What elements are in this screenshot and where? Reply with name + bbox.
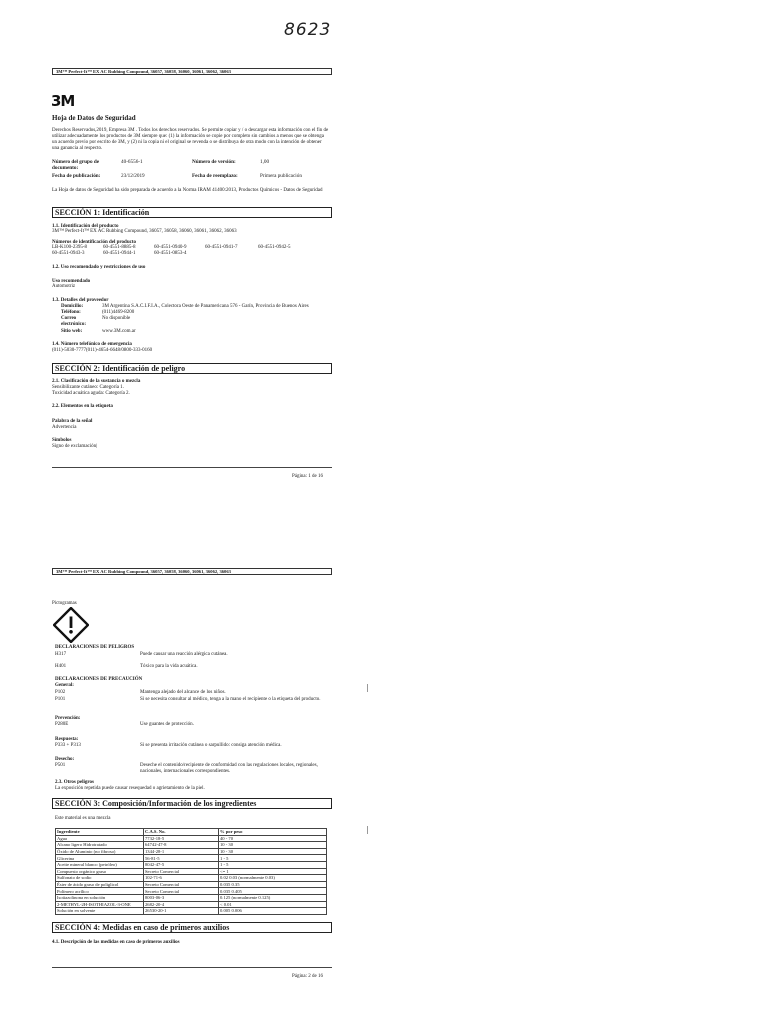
3m-logo: 3M bbox=[51, 92, 75, 110]
email-label: Correo electrónico: bbox=[61, 316, 86, 327]
s21-heading: 2.1. Clasificación de la sustancia o mezcla bbox=[52, 379, 141, 384]
s21-line1: Sensibilizante cutáneo: Categoría 1. bbox=[52, 385, 124, 390]
p333-code: P333 + P313 bbox=[55, 743, 81, 748]
symbols-heading: Símbolos bbox=[52, 438, 72, 443]
table-cell: 102-71-6 bbox=[144, 875, 219, 882]
page2-footer-line bbox=[52, 967, 332, 968]
table-cell: 2-METHYL-2H-ISOTHIAZOL-3-ONE bbox=[56, 901, 144, 908]
publication-label: Fecha de publicación: bbox=[52, 173, 101, 179]
version-label: Número de versión: bbox=[192, 159, 236, 165]
page1-number: Página: 1 de 16 bbox=[292, 474, 323, 479]
section2-title: SECCIÓN 2: Identificación de peligro bbox=[55, 364, 186, 373]
table-cell: Secreto Comercial bbox=[144, 881, 219, 888]
table-cell: 0.035 0.405 bbox=[219, 888, 327, 895]
use-value: Automotriz bbox=[52, 284, 76, 289]
s22-heading: 2.2. Elementos en la etiqueta bbox=[52, 404, 113, 409]
table-cell: 10 - 30 bbox=[219, 842, 327, 849]
column-header: C.A.S. No. bbox=[144, 829, 219, 836]
section1-bar bbox=[52, 207, 332, 218]
p101-text: Si se necesita consultar al médico, tenga a la mano el recipiente o la etiqueta del producto. bbox=[140, 697, 321, 702]
table-row bbox=[56, 861, 327, 868]
table-cell: Compuesto orgánico graso bbox=[56, 868, 144, 875]
pictograms-label: Pictogramas bbox=[52, 601, 77, 606]
page1-footer-line bbox=[52, 467, 332, 468]
ids-heading: Números de identificación del producto bbox=[52, 240, 136, 245]
table-cell: 26530-20-1 bbox=[144, 908, 219, 915]
id-code: 60-4551-0944-1 bbox=[103, 251, 136, 256]
table-cell: 0.125 (normalmente 0.125) bbox=[219, 894, 327, 901]
mixture-note: Este material es una mezcla bbox=[55, 816, 111, 821]
section4-title: SECCIÓN 4: Medidas en caso de primeros auxilios bbox=[55, 923, 230, 932]
table-cell: Glicerina bbox=[56, 855, 144, 862]
scan-mark bbox=[367, 684, 368, 692]
table-cell: Sulfonato de sodio bbox=[56, 875, 144, 882]
sheet-title: Hoja de Datos de Seguridad bbox=[52, 114, 136, 122]
domicile-value: 3M Argentina S.A.C.I.F.I.A., Colectora Oeste de Panamericana 576 - Garín, Provincia de Buenos Aires bbox=[102, 304, 309, 309]
page2-header-bar bbox=[52, 568, 332, 575]
table-row bbox=[56, 848, 327, 855]
id-code: 60-4551-0943-3 bbox=[52, 251, 85, 256]
hazard-statements-heading: DECLARACIONES DE PELIGROS bbox=[55, 645, 135, 650]
table-cell: 0.02 0.03 (normalmente 0.03) bbox=[219, 875, 327, 882]
table-cell: 56-81-5 bbox=[144, 855, 219, 862]
table-row bbox=[56, 875, 327, 882]
table-cell: 64742-47-8 bbox=[144, 842, 219, 849]
s13-heading: 1.3. Detalles del proveedor bbox=[52, 298, 109, 303]
table-cell: 2682-20-4 bbox=[144, 901, 219, 908]
response-label: Respuesta: bbox=[55, 737, 79, 742]
table-cell: Secreto Comercial bbox=[144, 888, 219, 895]
s41-heading: 4.1. Descripción de las medidas en caso de primeros auxilios bbox=[52, 940, 180, 945]
section3-bar bbox=[52, 798, 332, 809]
table-row bbox=[56, 868, 327, 875]
symbols-value: Signo de exclamación| bbox=[52, 444, 98, 449]
column-header: Ingrediente bbox=[56, 829, 144, 836]
document-metadata bbox=[52, 159, 332, 183]
p101-code: P101 bbox=[55, 697, 66, 702]
phone-label: Teléfono: bbox=[61, 310, 81, 315]
table-cell: 10 - 30 bbox=[219, 848, 327, 855]
p501-text: Deseche el contenido/recipiente de conformidad con las regulaciones locales, regionales, nacionales, internacionales correspondientes. bbox=[140, 763, 318, 774]
table-cell: 1 - 5 bbox=[219, 855, 327, 862]
id-code: 60-4551-0942-5 bbox=[258, 245, 291, 250]
id-code: 60-4551-0940-9 bbox=[154, 245, 187, 250]
use-heading: Uso recomendado bbox=[52, 279, 91, 284]
publication-value: 23/12/2019 bbox=[121, 173, 145, 179]
table-cell: <= 1 bbox=[219, 868, 327, 875]
table-cell: 7732-18-5 bbox=[144, 835, 219, 842]
exclamation-pictogram-icon bbox=[53, 607, 89, 643]
version-value: 1,00 bbox=[260, 159, 270, 165]
table-cell: 8042-47-5 bbox=[144, 861, 219, 868]
prevention-label: Prevención: bbox=[55, 716, 81, 721]
email-value: No disponible bbox=[102, 316, 131, 321]
table-cell: 40 - 70 bbox=[219, 835, 327, 842]
s11-heading: 1.1. Identificación del producto bbox=[52, 224, 119, 229]
other-hazards-heading: 2.3. Otros peligros bbox=[55, 780, 94, 785]
h317-text: Puede causar una reacción alérgica cutánea. bbox=[140, 652, 228, 657]
group-label: Número del grupo de documento: bbox=[52, 159, 100, 172]
table-cell: Solución en solvente bbox=[56, 908, 144, 915]
page2-number: Página: 2 de 16 bbox=[292, 974, 323, 979]
table-row bbox=[56, 881, 327, 888]
section3-title: SECCIÓN 3: Composición/Información de los ingredientes bbox=[55, 799, 257, 808]
other-hazards-text: La exposición repetida puede causar resequedad o agrietamiento de la piel. bbox=[55, 786, 205, 791]
section4-bar bbox=[52, 922, 332, 933]
copyright-notice: Derechos Reservados,2019, Empresa 3M . Todos los derechos reservados. Se permite copiar y / o descargar esta información con el fin de utilizar adecuadamente los productos de 3M siempre que: (1) la información se copie por completo sin cambios a menos que se obtenga un acuerdo previo por escrito de 3M, y (2) ni la copia ni el original se revenda o se distribuya de otra modo con la intención de obtener una ganancia al respecto. bbox=[52, 128, 329, 151]
section2-bar bbox=[52, 363, 332, 374]
table-cell: Secreto Comercial bbox=[144, 868, 219, 875]
table-row bbox=[56, 855, 327, 862]
domicile-label: Domicilio: bbox=[61, 304, 84, 309]
table-cell: Polímero acrílico bbox=[56, 888, 144, 895]
p280-code: P280E bbox=[55, 722, 69, 727]
page1-header-bar bbox=[52, 68, 332, 75]
table-row bbox=[56, 908, 327, 915]
phone-value: (011)4469-8200 bbox=[102, 310, 135, 315]
s14-heading: 1.4. Número telefónico de emergencia bbox=[52, 342, 132, 347]
page2-header-title: 3M™ Perfect-It™ EX AC Rubbing Compound, 36057, 36058, 36060, 36061, 36062, 36063 bbox=[56, 569, 231, 574]
s11-text: 3M™ Perfect-It™ EX AC Rubbing Compound, 36057, 36058, 36060, 36061, 36062, 36063 bbox=[52, 229, 237, 234]
table-row bbox=[56, 901, 327, 908]
p280-text: Use guantes de protección. bbox=[140, 722, 194, 727]
table-cell: Óxido de Aluminio (no fibroso) bbox=[56, 848, 144, 855]
table-row bbox=[56, 894, 327, 901]
table-cell: Agua bbox=[56, 835, 144, 842]
signal-word-value: Advertencia bbox=[52, 425, 77, 430]
table-row bbox=[56, 888, 327, 895]
website-value: www.3M.com.ar bbox=[102, 329, 136, 334]
h401-code: H401 bbox=[55, 664, 67, 669]
table-cell: Aceite mineral blanco (petróleo) bbox=[56, 861, 144, 868]
table-row bbox=[56, 835, 327, 842]
table-cell: Alcano ligero Hidrotratado bbox=[56, 842, 144, 849]
table-cell: 0.035 0.35 bbox=[219, 881, 327, 888]
table-cell: 1 - 5 bbox=[219, 861, 327, 868]
id-code: 60-4551-0941-7 bbox=[205, 245, 238, 250]
id-code: LB-K100-2395-8 bbox=[52, 245, 87, 250]
s21-line2: Toxicidad acuática aguda: Categoría 2. bbox=[52, 391, 130, 396]
table-cell: 8003-06-3 bbox=[144, 894, 219, 901]
table-cell: 1344-28-1 bbox=[144, 848, 219, 855]
disposal-label: Desecho: bbox=[55, 757, 75, 762]
replace-label: Fecha de reemplazo: bbox=[192, 173, 238, 179]
h317-code: H317 bbox=[55, 652, 67, 657]
precaution-heading: DECLARACIONES DE PRECAUCIÓN bbox=[55, 677, 143, 682]
handwritten-number: 8623 bbox=[284, 20, 332, 40]
signal-word-heading: Palabra de la señal bbox=[52, 419, 93, 424]
p333-text: Si se presenta irritación cutánea o sarpullido: consiga atención médica. bbox=[140, 743, 282, 748]
group-value: 40-6556-1 bbox=[121, 159, 143, 165]
column-header: % por peso bbox=[219, 829, 327, 836]
s12-heading: 1.2. Uso recomendado y restricciones de uso bbox=[52, 265, 146, 270]
table-cell: Éster de ácido graso de poliglicol bbox=[56, 881, 144, 888]
p102-code: P102 bbox=[55, 690, 66, 695]
s14-value: (011)-5030-7777(011)-4654-6648/0800-333-0160 bbox=[52, 348, 153, 353]
table-row bbox=[56, 842, 327, 849]
intro-note: La Hoja de datos de Seguridad ha sido preparada de acuerdo a la Norma IRAM 41400:2013, Productos Químicos - Datos de Seguridad bbox=[52, 188, 323, 193]
table-cell: < 0.01 bbox=[219, 901, 327, 908]
p102-text: Mantenga alejado del alcance de los niños. bbox=[140, 690, 226, 695]
website-label: Sitio web: bbox=[61, 329, 83, 334]
p501-code: P501 bbox=[55, 763, 66, 768]
replace-value: Primera publicación bbox=[260, 173, 302, 179]
id-code: 60-4551-0853-4 bbox=[154, 251, 187, 256]
h401-text: Tóxico para la vida acuática. bbox=[140, 664, 198, 669]
table-header-row bbox=[56, 829, 327, 836]
ingredients-table bbox=[55, 828, 327, 915]
scan-mark bbox=[367, 826, 368, 834]
page1-header-title: 3M™ Perfect-It™ EX AC Rubbing Compound, 36057, 36058, 36060, 36061, 36062, 36063 bbox=[56, 69, 231, 74]
section1-title: SECCIÓN 1: Identificación bbox=[55, 208, 150, 217]
id-code: 60-4551-8885-8 bbox=[103, 245, 136, 250]
table-cell: 0.005 0.006 bbox=[219, 908, 327, 915]
table-cell: Isotiazolinona en solución bbox=[56, 894, 144, 901]
general-label: General: bbox=[55, 683, 74, 688]
